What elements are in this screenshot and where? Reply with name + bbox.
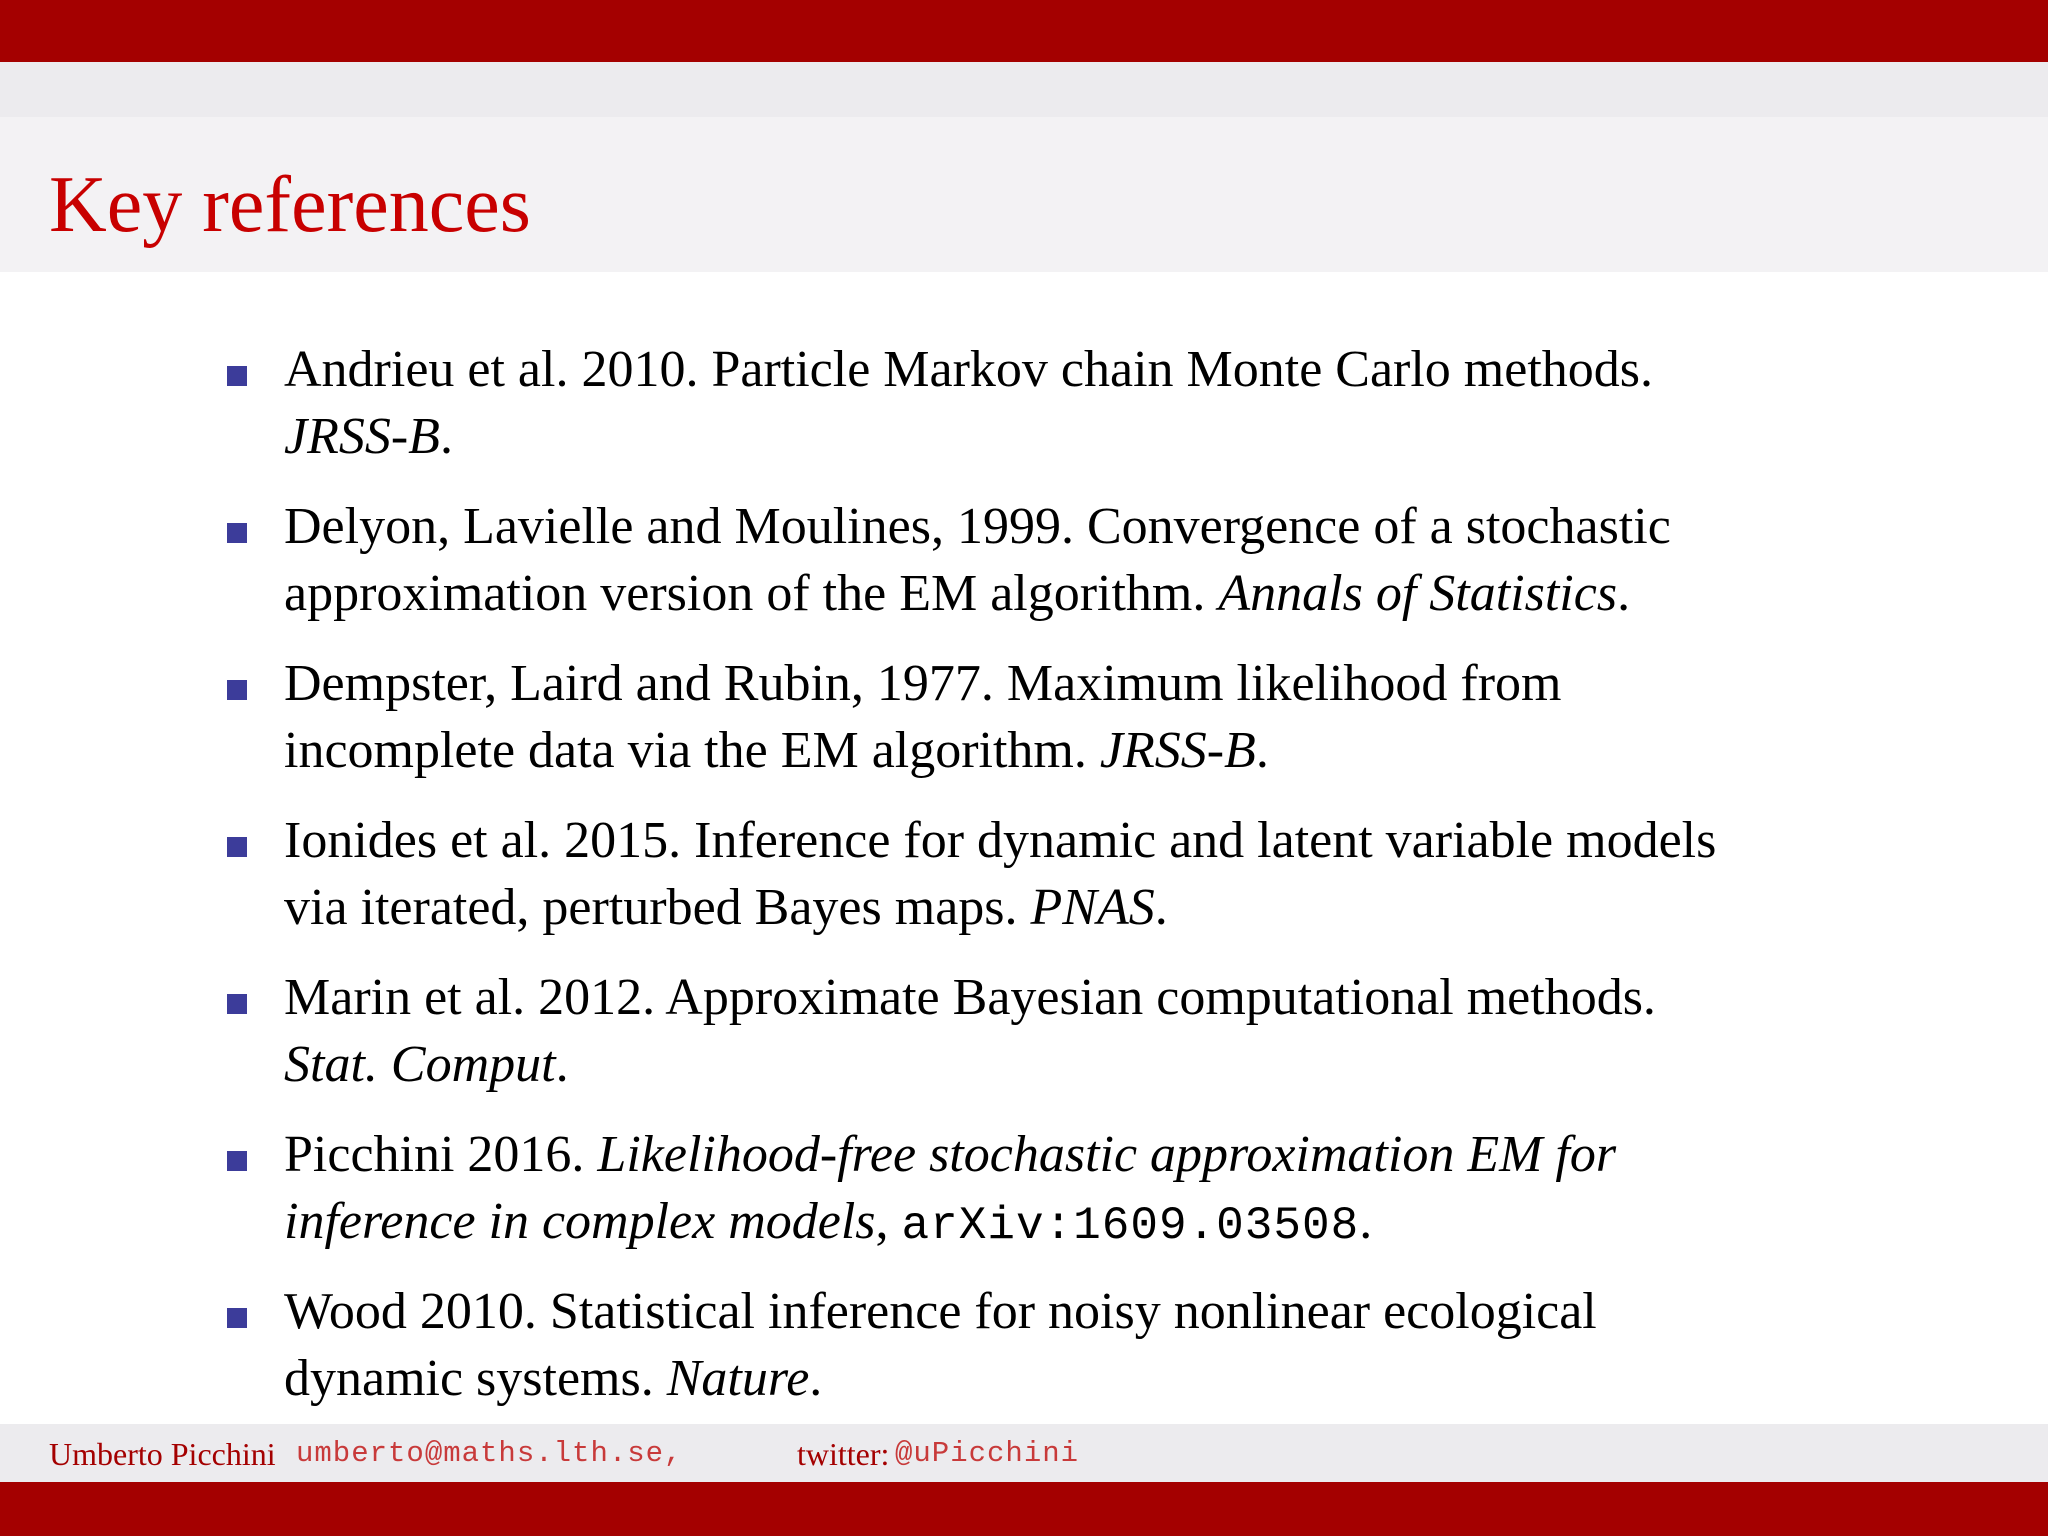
reference-line: incomplete data via the EM algorithm. [284,722,1100,779]
reference-line: Marin et al. 2012. Approximate Bayesian computational methods. [284,969,1656,1026]
reference-punctuation: . [439,408,453,465]
reference-punctuation: . [809,1350,823,1407]
footer-email: umberto@maths.lth.se, [296,1437,683,1470]
reference-line: Ionides et al. 2015. Inference for dynamic and latent variable models [284,812,1717,869]
reference-text [284,650,1884,784]
bullet-icon [227,366,247,386]
footer-author: Umberto Picchini [49,1436,276,1472]
bullet-icon [227,1308,247,1328]
reference-line: Wood 2010. Statistical inference for noisy nonlinear ecological [284,1283,1597,1340]
bullet-icon [227,837,247,857]
footer-twitter-label: twitter: [797,1436,890,1472]
bullet-icon [227,994,247,1014]
reference-title: inference in complex models [284,1193,876,1250]
reference-journal: PNAS [1030,879,1155,936]
reference-text [284,964,1884,1098]
reference-line: Dempster, Laird and Rubin, 1977. Maximum likelihood from [284,655,1562,712]
header-bar [0,0,2048,62]
bullet-icon [227,523,247,543]
reference-journal: JRSS-B [1099,722,1256,779]
reference-punctuation: . [555,1036,569,1093]
reference-line: via iterated, perturbed Bayes maps. [284,879,1031,936]
reference-line: Delyon, Lavielle and Moulines, 1999. Convergence of a stochastic [284,498,1671,555]
reference-text [284,1121,1884,1260]
reference-punctuation: . [1154,879,1168,936]
reference-journal: Annals of Statistics [1218,565,1618,622]
reference-punctuation: . [1359,1193,1373,1250]
reference-journal: Stat. Comput [284,1036,556,1093]
reference-line: Picchini 2016. [284,1126,598,1183]
reference-text [284,336,1884,470]
bullet-icon [227,680,247,700]
reference-line: dynamic systems. [284,1350,667,1407]
reference-text [284,807,1884,941]
arxiv-id: arXiv:1609.03508 [901,1200,1360,1252]
reference-text [284,493,1884,627]
reference-punctuation: . [1617,565,1631,622]
reference-punctuation: , [875,1193,902,1250]
reference-punctuation: . [1255,722,1269,779]
footer-twitter-handle: @uPicchini [895,1437,1080,1470]
footer-bar [0,1482,2048,1536]
reference-text [284,1278,1884,1412]
reference-journal: Nature [666,1350,810,1407]
reference-journal: JRSS-B [284,408,440,465]
bullet-icon [227,1151,247,1171]
reference-line: Andrieu et al. 2010. Particle Markov chain Monte Carlo methods. [284,341,1654,398]
slide-title: Key references [49,161,531,249]
header-strip [0,62,2048,117]
reference-title: Likelihood-free stochastic approximation EM for [597,1126,1617,1183]
reference-line: approximation version of the EM algorithm. [284,565,1219,622]
